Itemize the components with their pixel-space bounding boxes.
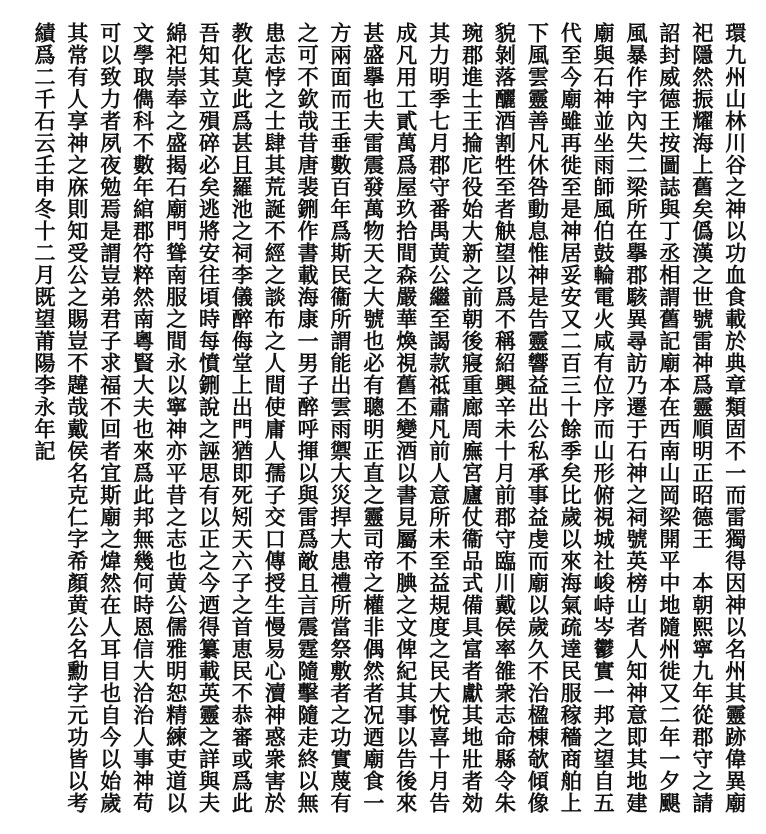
- text-column-14: 之可不欽哉昔唐裴鉶作書載海康一男子醉呼揮以與雷爲敵且言震霆隨擊隨走終以無: [295, 22, 321, 814]
- text-column-16: 教化莫此爲甚且羅池之祠李儀醉侮堂上出門猶即死矧天六子之首恵民不恭審或爲此: [229, 22, 255, 814]
- text-column-4: 風暴作宇內失二梁所在擧郡駭異尋訪乃遷于石神之祠號英榜山者人知神意即其地建: [624, 22, 650, 814]
- text-column-22: 績爲二千石云壬申冬十二月既望莆陽李永年記: [32, 22, 57, 462]
- text-column-13: 方兩面而王垂數百年爲斯民衞所謂能出雲雨禦大災捍大患禮所當祭敷者之功實蔑有: [328, 22, 354, 814]
- text-column-18: 綿祀崇奉之盛揭石廟門聳南服之間永以寧神亦平昔之志也黄公儒雅明恕精練吏道以: [163, 22, 189, 814]
- text-column-12: 甚盛擧也夫雷震發萬物天之大號也必有聰明正直之靈司帝之權非偶然者况迺廟食一: [360, 22, 386, 814]
- text-columns: [34, 22, 746, 822]
- text-column-5: 廟與石神並坐雨師風伯鼓輪電火咸有位序而山形俯視城社峻峙岑鬱實一邦之望自五: [591, 22, 617, 814]
- text-column-17: 吾知其立殞碎必矣逃將安往頃時每憤鉶說之誣思有以正之今迺得纂載英靈之詳與夫: [196, 22, 222, 814]
- text-column-7: 下風雲靈善凡休咎動息惟神是告靈響益出公私承事益虔而廟以歲久不治楹棟欹傾像: [525, 22, 551, 814]
- text-column-3: 詔封威德王按圖誌與丁丞相謂舊記廟本在西南山岡梁開平中地隨州徙又二年一夕颶: [656, 22, 682, 814]
- text-column-9: 琬郡進士王掄庀役始大新之前朝後寢重廊周廡宮廬仗衞品式備具富者獻其地壯者効: [459, 22, 485, 814]
- text-column-8: 貌剝落釃酒割牲至者觖望以爲不稱紹興辛未十月前郡守臨川戴侯率雒衆志命縣令朱: [492, 22, 518, 814]
- text-column-10: 其力明季七月郡守番禺黄公繼至謁款祗肅凡前人意所未至益規度之民大悅喜十月告: [426, 22, 452, 814]
- text-column-2: 祀隱然振耀海上舊矣僞漢之世號雷神爲靈順明正昭德王 本朝熙寧九年從郡守之請: [689, 22, 715, 814]
- text-column-11: 成凡用工貳萬爲屋玖拾間森嚴華煥視舊丕變酒以書見屬不腆之文俾紀其事以告後來: [393, 22, 419, 814]
- text-column-15: 患志悖之士肆其荒誕不經之談布之人間使庸人孺子交口傳授生慢易心瀆神惑衆害於: [262, 22, 288, 814]
- text-column-1: 環九州山林川谷之神以功血食載於典章類固不一而雷獨得因神以名州其靈跡偉異廟: [722, 22, 748, 814]
- text-column-19: 文學取儁科不數年綰郡符粹然南粵賢大夫也來爲此邦無幾何時恩信大洽治人事神苟: [130, 22, 156, 814]
- text-column-6: 代至今廟雖再徙至是神居妥安又二百三十餘季矣比歲以來海氣疏達民服稼穡商舶上: [558, 22, 584, 814]
- text-column-21: 其常有人享神之庥則知受公之賜豈不韙哉戴侯名克仁字希顏黄公名勳字元功皆以考: [64, 22, 90, 814]
- text-column-20: 可以致力者夙夜勉焉是謂豈弟君子求福不回者宜斯廟之煒然在人耳目也自今以始歲: [97, 22, 123, 814]
